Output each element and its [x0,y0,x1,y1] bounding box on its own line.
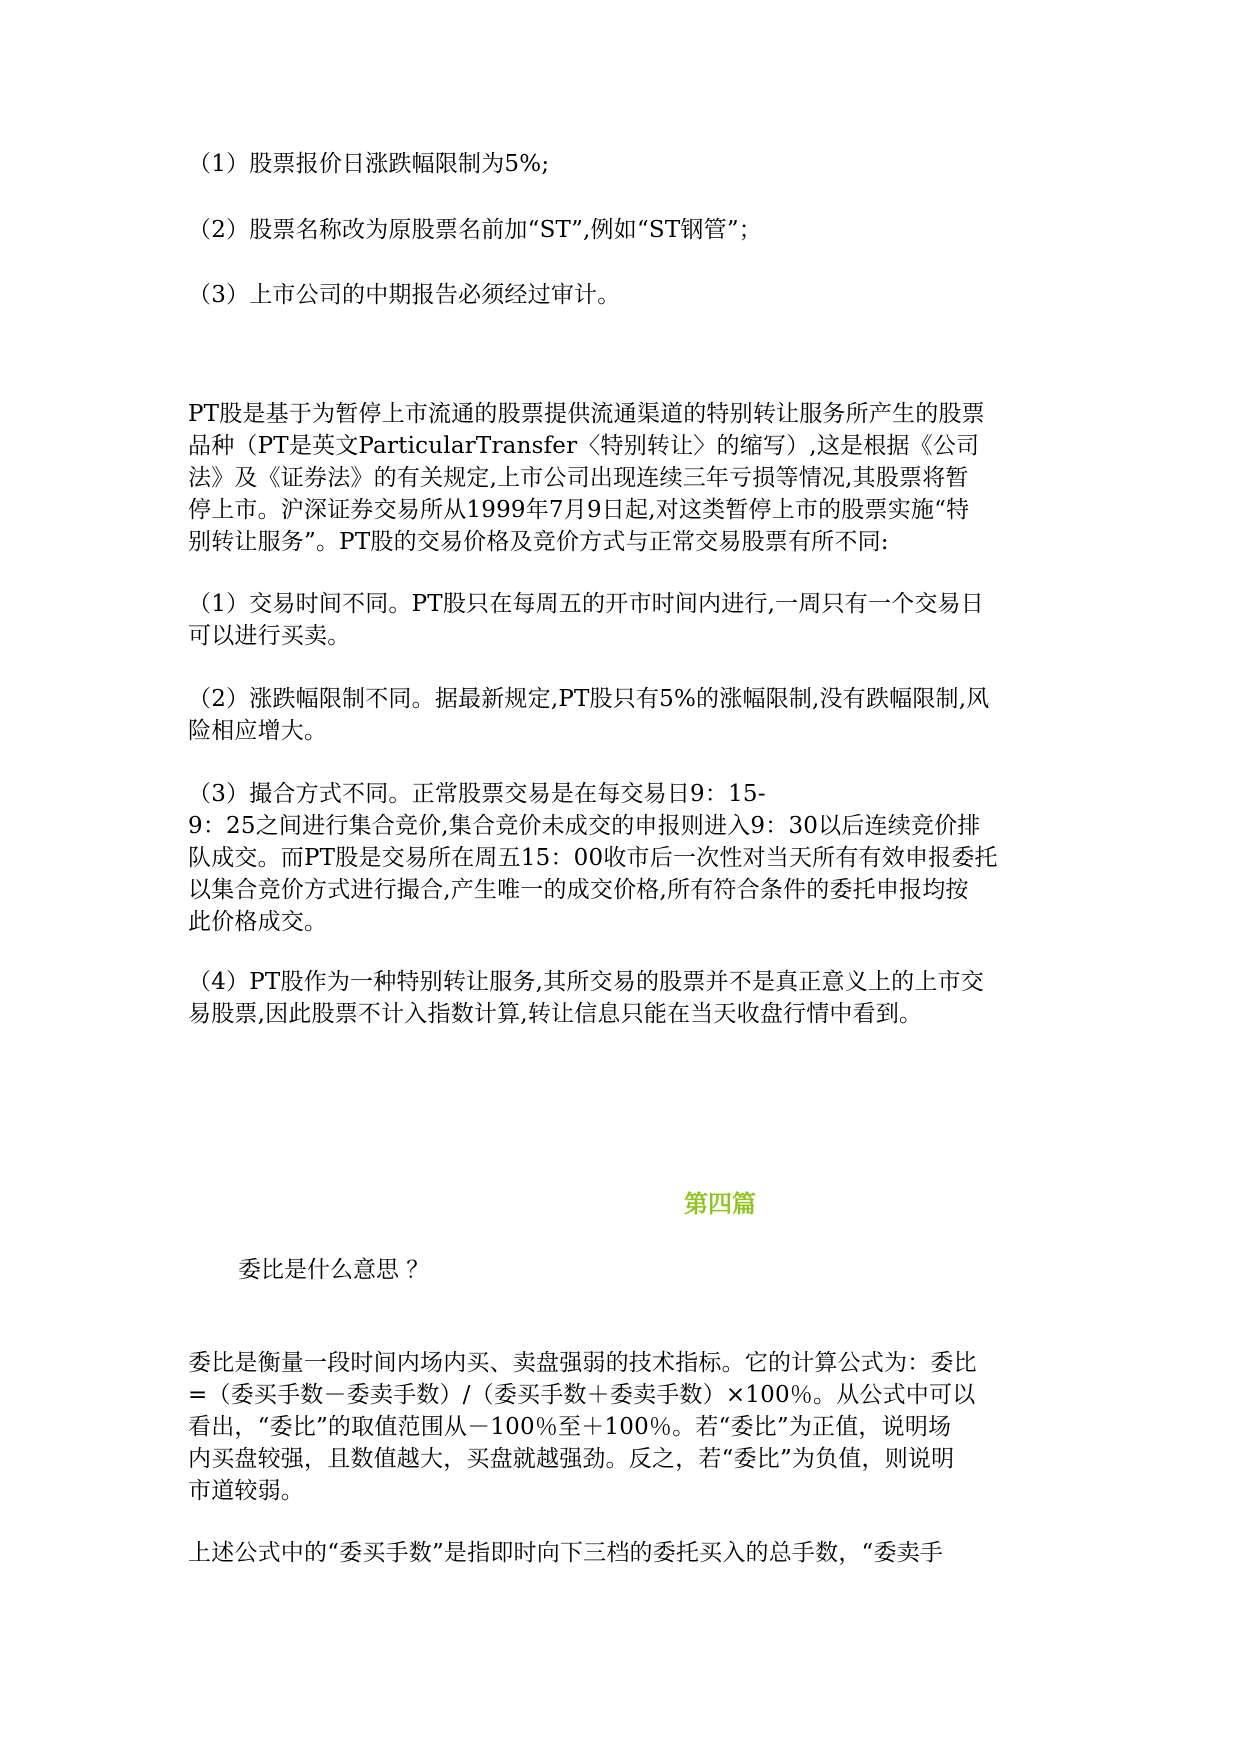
paragraph-line: 此价格成交。 [188,909,328,935]
paragraph-line: 停上市。沪深证券交易所从1999年7月9日起,对这类暂停上市的股票实施“特 [188,497,970,523]
paragraph-line: 委比是衡量一段时间内场内买、卖盘强弱的技术指标。它的计算公式为：委比 [188,1350,977,1376]
paragraph-line: （4）PT股作为一种特别转让服务,其所交易的股票并不是真正意义上的上市交 [188,969,984,995]
paragraph-line: （3）撮合方式不同。正常股票交易是在每交易日9：15- [188,781,766,807]
paragraph-line: （1）交易时间不同。PT股只在每周五的开市时间内进行,一周只有一个交易日 [188,591,984,617]
list-item-audit: （3）上市公司的中期报告必须经过审计。 [188,282,621,308]
paragraph-line: 市道较弱。 [188,1478,304,1504]
pt-item-matching-method [188,778,1050,938]
paragraph-line: 以集合竞价方式进行撮合,产生唯一的成交价格,所有符合条件的委托申报均按 [188,877,969,903]
paragraph-line: 队成交。而PT股是交易所在周五15：00收市后一次性对当天所有有效申报委托 [188,845,998,871]
pt-item-trading-time [188,588,1050,652]
paragraph-line: =（委买手数－委卖手数）/（委买手数＋委卖手数）×100％。从公式中可以 [188,1382,976,1408]
weibi-definition-paragraph [188,1347,1050,1507]
paragraph-line: 法》及《证券法》的有关规定,上市公司出现连续三年亏损等情况,其股票将暂 [188,465,969,491]
section-title: 第四篇 [684,1190,756,1218]
paragraph-line: 险相应增大。 [188,718,328,744]
pt-intro-paragraph [188,398,1050,558]
list-item-name-change: （2）股票名称改为原股票名前加“ST”,例如“ST钢管”； [188,217,762,243]
paragraph-line: 9：25之间进行集合竞价,集合竞价未成交的申报则进入9：30以后连续竞价排 [188,813,981,839]
formula-explanation-line: 上述公式中的“委买手数”是指即时向下三档的委托买入的总手数，“委卖手 [188,1540,944,1566]
paragraph-line: 别转让服务”。PT股的交易价格及竞价方式与正常交易股票有所不同: [188,529,889,555]
paragraph-line: 内买盘较强，且数值越大，买盘就越强劲。反之，若“委比”为负值，则说明 [188,1446,955,1472]
paragraph-line: PT股是基于为暂停上市流通的股票提供流通渠道的特别转让服务所产生的股票 [188,401,985,427]
paragraph-line: 品种（PT是英文ParticularTransfer〈特别转让〉的缩写）,这是根据《公司 [188,433,980,459]
pt-item-price-limit [188,683,1050,747]
pt-item-special-transfer [188,966,1050,1030]
list-item-price-limit: （1）股票报价日涨跌幅限制为5%; [188,151,550,177]
paragraph-line: 易股票,因此股票不计入指数计算,转让信息只能在当天收盘行情中看到。 [188,1001,923,1027]
question-heading: 委比是什么意思 ？ [238,1257,430,1283]
paragraph-line: 可以进行买卖。 [188,623,351,649]
paragraph-line: 看出，“委比”的取值范围从－100％至＋100％。若“委比”为正值，说明场 [188,1414,952,1440]
paragraph-line: （2）涨跌幅限制不同。据最新规定,PT股只有5%的涨幅限制,没有跌幅限制,风 [188,686,990,712]
